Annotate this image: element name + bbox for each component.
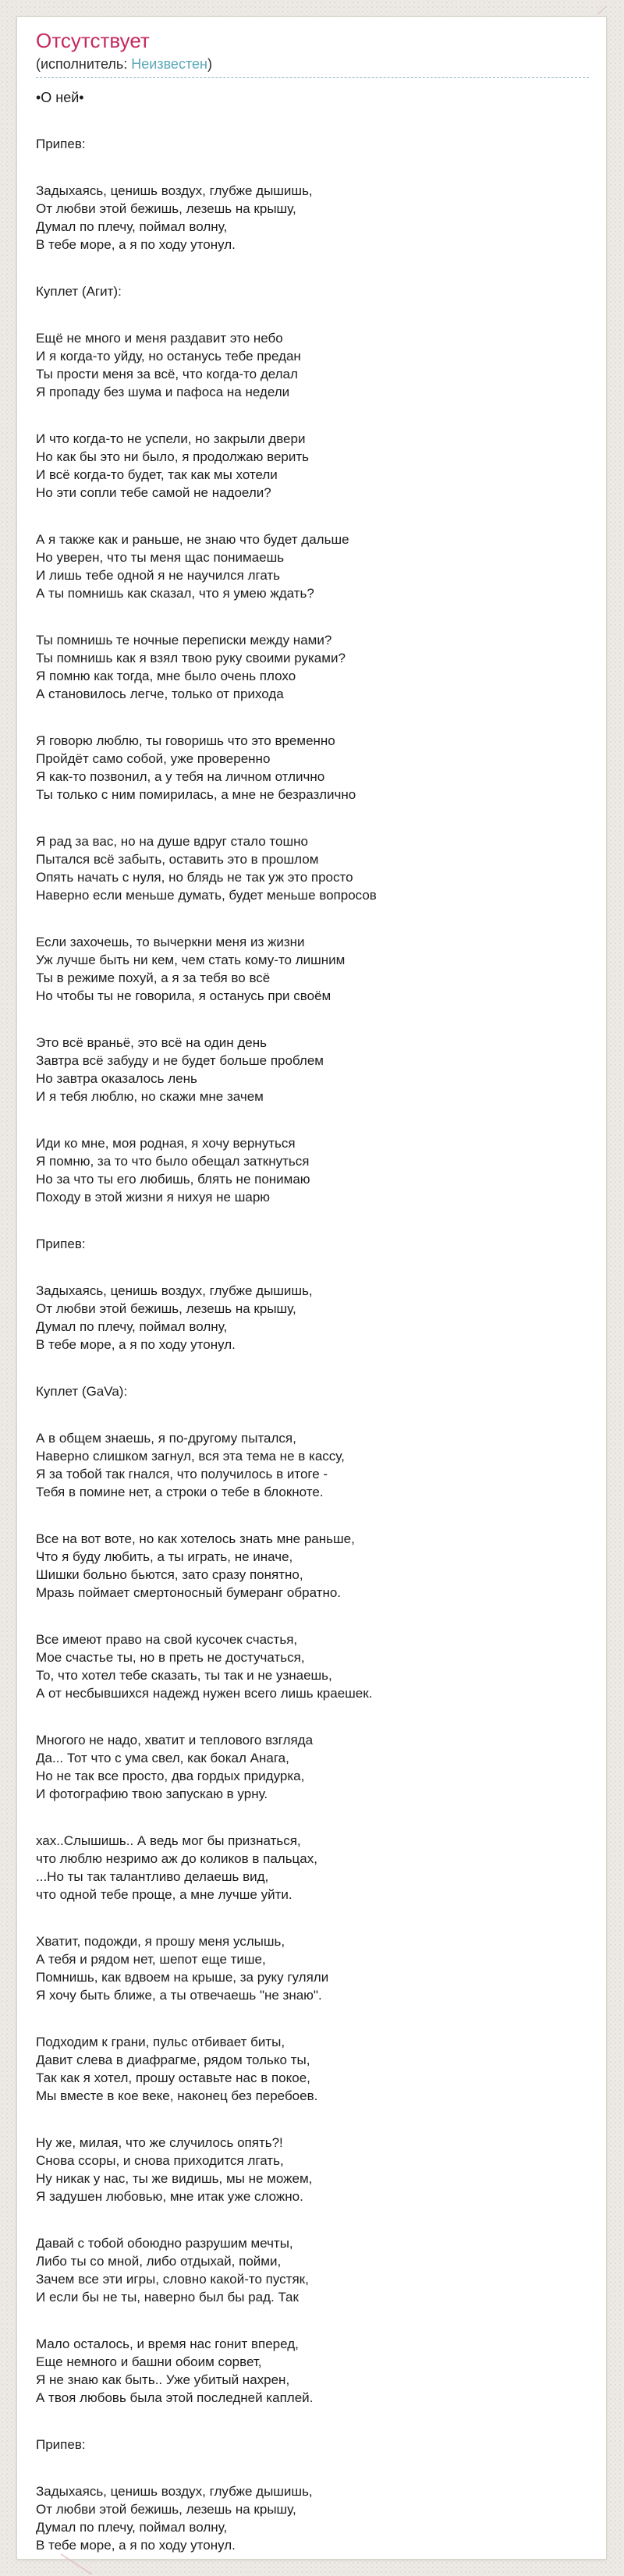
lyrics-stanza: Хватит, подожди, я прошу меня услышь, А тебя и рядом нет, шепот еще тише, Помнишь, как вдвоем на крыше, за руку гуляли Я хочу быть ближе, а ты отвечаешь "не знаю". xyxy=(36,1934,329,2003)
song-title: •О ней• xyxy=(36,90,84,105)
artist-label: (исполнитель: xyxy=(36,56,132,72)
lyrics-stanza: Ещё не много и меня раздавит это небо И я когда-то уйду, но останусь тебе предан Ты прости меня за всё, что когда-то делал Я пропаду без шума и пафоса на недели xyxy=(36,331,301,399)
artist-link[interactable]: Неизвестен xyxy=(131,56,207,72)
lyrics-section-heading: Куплет (GaVa): xyxy=(36,1384,128,1399)
lyrics-section-heading: Припев: xyxy=(36,137,86,151)
page-title: Отсутствует xyxy=(36,29,150,52)
lyrics-stanza: Многого не надо, хватит и теплового взгляда Да... Тот что с ума свел, как бокал Анага, Но не так все просто, два гордых придурка, И фотографию твою запускаю в урну. xyxy=(36,1733,314,1801)
lyrics-stanza: А я также как и раньше, не знаю что будет дальше Но уверен, что ты меня щас понимаешь И лишь тебе одной я не научился лгать А ты помнишь как сказал, что я умею ждать? xyxy=(36,532,349,601)
lyrics-stanza: Ты помнишь те ночные переписки между нами? Ты помнишь как я взял твою руку своими руками? Я помню как тогда, мне было очень плохо А становилось легче, только от прихода xyxy=(36,633,346,701)
lyrics-stanza: Все на вот воте, но как хотелось знать мне раньше, Что я буду любить, а ты играть, не иначе, Шишки больно бьются, зато сразу понятно, Мразь поймает смертоносный бумеранг обратно. xyxy=(36,1531,355,1600)
lyrics-stanza: Иди ко мне, моя родная, я хочу вернуться Я помню, за то что было обещал заткнуться Но за что ты его любишь, блять не понимаю Походу в этой жизни я нихуя не шарю xyxy=(36,1136,310,1205)
lyrics-stanza: Это всё враньё, это всё на один день Завтра всё забуду и не будет больше проблем Но завтра оказалось лень И я тебя люблю, но скажи мне зачем xyxy=(36,1035,324,1104)
lyrics-stanza: Ну же, милая, что же случилось опять?! Снова ссоры, и снова приходится лгать, Ну никак у нас, ты же видишь, мы не можем, Я задушен любовью, мне итак уже сложно. xyxy=(36,2135,313,2204)
lyrics-stanza: А в общем знаешь, я по-другому пытался, Наверно слишком загнул, вся эта тема не в кассу, Я за тобой так гнался, что получилось в итоге - Тебя в помине нет, а строки о тебе в блокноте. xyxy=(36,1431,345,1499)
lyrics-stanza: Я рад за вас, но на душе вдруг стало тошно Пытался всё забыть, оставить это в прошлом Опять начать с нуля, но блядь не так уж это просто Наверно если меньше думать, будет меньше вопросов xyxy=(36,834,377,903)
lyrics-section-heading: Припев: xyxy=(36,1237,86,1251)
artist-label-close: ) xyxy=(207,56,212,72)
lyrics-stanza: Я говорю люблю, ты говоришь что это временно Пройдёт само собой, уже проверенно Я как-то позвонил, а у тебя на личном отлично Ты только с ним помирилась, а мне не безразлично xyxy=(36,733,356,802)
lyrics-stanza: хах..Слышишь.. А ведь мог бы признаться, что люблю незримо аж до коликов в пальцах, ...Но ты так талантливо делаешь вид, что одной тебе проще, а мне лучше уйти. xyxy=(36,1833,317,1902)
paper-texture-scratch xyxy=(597,5,607,15)
lyrics-text xyxy=(36,135,589,2554)
lyrics-stanza: Мало осталось, и время нас гонит вперед, Еще немного и башни обоим сорвет, Я не знаю как быть.. Уже убитый нахрен, А твоя любовь была этой последней каплей. xyxy=(36,2336,314,2405)
lyrics-stanza: И что когда-то не успели, но закрыли двери Но как бы это ни было, я продолжаю верить И всё когда-то будет, так как мы хотели Но эти сопли тебе самой не надоели? xyxy=(36,431,309,500)
lyrics-stanza: Задыхаясь, ценишь воздух, глубже дышишь, От любви этой бежишь, лезешь на крышу, Думал по плечу, поймал волну, В тебе море, а я по ходу утонул. xyxy=(36,2484,313,2553)
lyrics-stanza: Подходим к грани, пульс отбивает биты, Давит слева в диафрагме, рядом только ты, Так как я хотел, прошу оставьте нас в покое, Мы вместе в кое веке, наконец без перебоев. xyxy=(36,2035,318,2103)
lyrics-section-heading: Припев: xyxy=(36,2437,86,2452)
lyrics-stanza: Все имеют право на свой кусочек счастья, Мое счастье ты, но в преть не достучаться, То, что хотел тебе сказать, ты так и не узнаешь, А от несбывшихся надежд нужен всего лишь краешек. xyxy=(36,1632,373,1701)
header xyxy=(36,29,589,78)
lyrics-stanza: Задыхаясь, ценишь воздух, глубже дышишь, От любви этой бежишь, лезешь на крышу, Думал по плечу, поймал волну, В тебе море, а я по ходу утонул. xyxy=(36,1283,313,1352)
lyrics-stanza: Если захочешь, то вычеркни меня из жизни Уж лучше быть ни кем, чем стать кому-то лишним Ты в режиме похуй, а я за тебя во всё Но чтобы ты не говорила, я останусь при своём xyxy=(36,935,346,1003)
lyrics-stanza: Давай с тобой обоюдно разрушим мечты, Либо ты со мной, либо отдыхай, пойми, Зачем все эти игры, словно какой-то пустяк, И если бы не ты, наверно был бы рад. Так xyxy=(36,2236,309,2305)
lyrics-stanza: Задыхаясь, ценишь воздух, глубже дышишь, От любви этой бежишь, лезешь на крышу, Думал по плечу, поймал волну, В тебе море, а я по ходу утонул. xyxy=(36,183,313,252)
lyrics-card xyxy=(16,16,607,2560)
artist-line xyxy=(36,55,589,73)
lyrics-section-heading: Куплет (Агит): xyxy=(36,284,122,299)
